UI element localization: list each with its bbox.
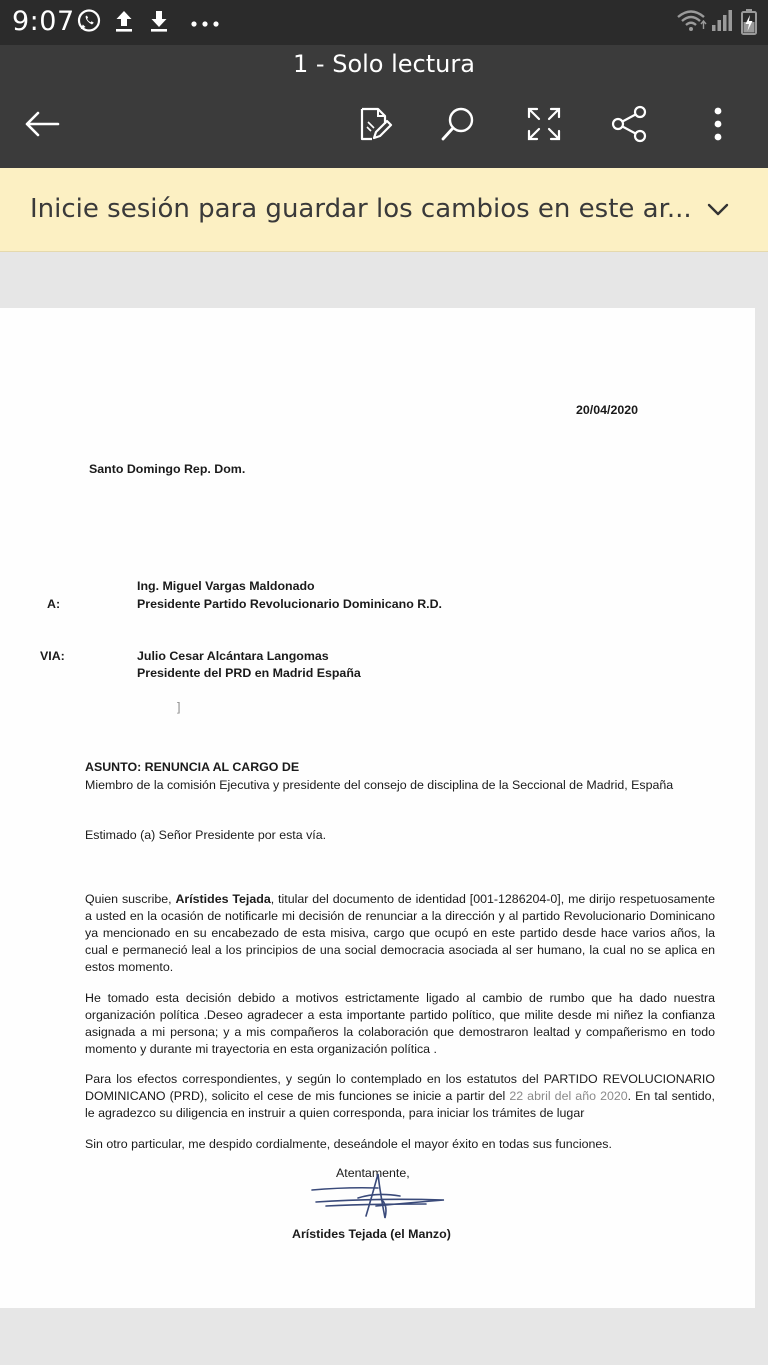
status-bar <box>0 0 768 45</box>
signal-icon <box>710 8 734 39</box>
share-icon <box>610 104 650 144</box>
subject-detail: Miembro de la comisión Ejecutiva y presidente del consejo de disciplina de la Seccional de Madrid, España <box>85 778 674 792</box>
edit-document-icon <box>354 104 394 144</box>
recipient-name: Ing. Miguel Vargas Maldonado <box>137 579 315 593</box>
banner-message: Inicie sesión para guardar los cambios en este ar... <box>30 194 692 224</box>
fullscreen-button[interactable] <box>522 102 566 146</box>
via-label: VIA: <box>40 649 65 663</box>
recipient-label: A: <box>47 597 61 611</box>
via-title: Presidente del PRD en Madrid España <box>137 666 361 680</box>
more-dots-icon <box>190 16 220 34</box>
search-button[interactable] <box>436 102 480 146</box>
back-icon <box>22 109 62 139</box>
letter-place: Santo Domingo Rep. Dom. <box>89 462 246 476</box>
document-page[interactable] <box>0 308 755 1308</box>
edit-document-button[interactable] <box>352 102 396 146</box>
download-icon <box>148 8 170 39</box>
paragraph-2: He tomado esta decisión debido a motivos estrictamente ligado al cambio de rumbo que ha dado nuestra organización política .Deseo agradecer a esta importante partido político, que milite desde mi niñez la confianza asignada a mi persona; y a mis compañeros la colaboración que demostraron lealtad y compañerismo en todo momento y durante mi trayectoria en esta organización política . <box>85 991 715 1056</box>
signature-name: Arístides Tejada (el Manzo) <box>292 1227 451 1241</box>
whatsapp-icon <box>76 8 102 39</box>
share-button[interactable] <box>608 102 652 146</box>
viewer-background-bottom <box>0 1308 768 1365</box>
wifi-icon <box>676 8 708 39</box>
fullscreen-icon <box>524 104 564 144</box>
viewer-background <box>0 252 768 308</box>
sign-in-banner[interactable] <box>0 168 768 252</box>
sender-name-inline: Arístides Tejada <box>175 892 271 906</box>
status-time: 9:07 <box>12 6 75 37</box>
app-bar <box>0 45 768 168</box>
paragraph-3-text-cont: . En tal sentido, le agradezco su diligencia en instruir a quien corresponda, para iniciar los trámites de lugar <box>85 1089 715 1120</box>
via-name: Julio Cesar Alcántara Langomas <box>137 649 329 663</box>
battery-charging-icon <box>740 8 758 41</box>
handwritten-signature <box>306 1168 456 1226</box>
paragraph-1-text: Quien suscribe, <box>85 892 176 906</box>
closing-line: Sin otro particular, me despido cordialmente, deseándole el mayor éxito en todas sus funciones. <box>85 1137 612 1151</box>
more-vert-icon <box>712 106 724 142</box>
effective-date: 22 abril del año 2020 <box>509 1089 628 1103</box>
search-icon <box>438 104 478 144</box>
paragraph-3 <box>85 1071 715 1122</box>
back-button[interactable] <box>20 102 64 146</box>
paragraph-3-text: Para los efectos correspondientes, y según lo contemplado en los estatutos del PARTIDO REVOLUCIONARIO DOMINICANO (PRD), solicito el cese de mis funciones se inicie a partir del <box>85 1072 715 1103</box>
upload-icon <box>113 8 135 39</box>
letter-date: 20/04/2020 <box>576 403 639 417</box>
document-title: 1 - Solo lectura <box>293 50 475 78</box>
chevron-down-icon <box>707 203 729 217</box>
subject-heading: ASUNTO: RENUNCIA AL CARGO DE <box>85 760 300 774</box>
banner-expand-button[interactable] <box>700 192 736 228</box>
paragraph-1 <box>85 891 715 976</box>
sign-off: Atentamente, <box>336 1166 410 1180</box>
more-options-button[interactable] <box>696 102 740 146</box>
recipient-title: Presidente Partido Revolucionario Dominicano R.D. <box>137 597 443 611</box>
stray-mark: ] <box>177 700 181 714</box>
paragraph-1-text-cont: , titular del documento de identidad [001-1286204-0], me dirijo respetuosamente a usted en la ocasión de notificarle mi decisión de renunciar a la dirección y al partido Revolucionario Dominicano ya mencionado en su encabezado de esta misiva, cargo que ocupó en este partido desde hace varios años, la cual e permaneció leal a los principios de una social democracia asociada al ser humano, la cual no se aplica en estos momento. <box>85 892 715 974</box>
greeting: Estimado (a) Señor Presidente por esta vía. <box>85 828 327 842</box>
